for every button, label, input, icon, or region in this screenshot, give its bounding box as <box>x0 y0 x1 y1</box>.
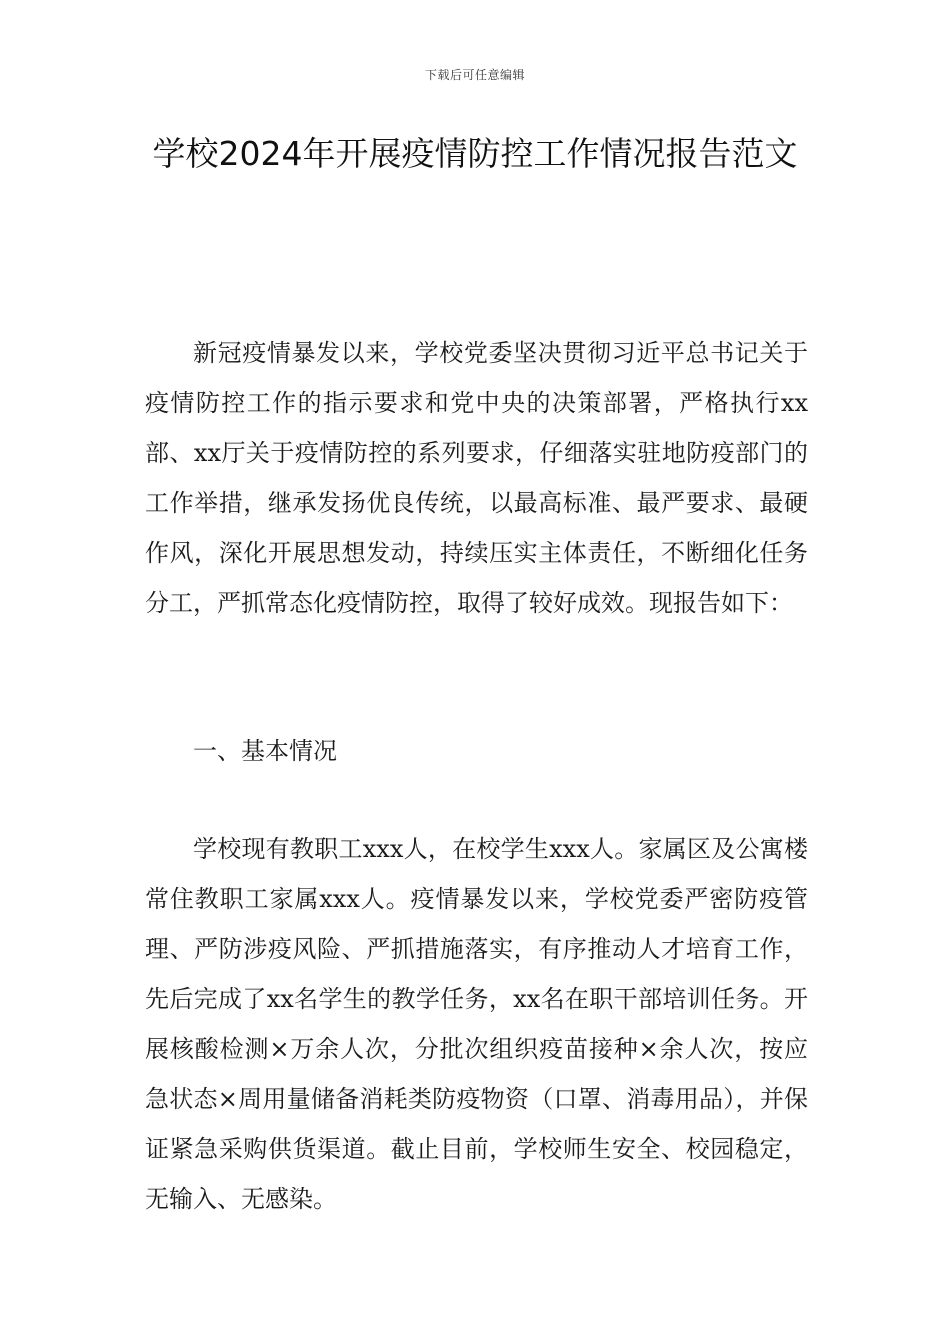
header-note: 下载后可任意编辑 <box>424 68 525 82</box>
intro-paragraph: 新冠疫情暴发以来，学校党委坚决贯彻习近平总书记关于疫情防控工作的指示要求和党中央的决策部署，严格执行xx部、xx厅关于疫情防控的系列要求，仔细落实驻地防疫部门的工作举措，继承发扬优良传统，以最高标准、最严要求、最硬作风，深化开展思想发动，持续压实主体责任，不断细化任务分工，严抓常态化疫情防控，取得了较好成效。现报告如下： <box>145 339 808 617</box>
section-body-paragraph: 学校现有教职工xxx人，在校学生xxx人。家属区及公寓楼常住教职工家属xxx人。疫情暴发以来，学校党委严密防疫管理、严防涉疫风险、严抓措施落实，有序推动人才培育工作，先后完成了xx名学生的教学任务，xx名在职干部培训任务。开展核酸检测×万余人次，分批次组织疫苗接种×余人次，按应急状态×周用量储备消耗类防疫物资（口罩、消毒用品），并保证紧急采购供货渠道。截止目前，学校师生安全、校园稳定，无输入、无感染。 <box>145 835 808 1213</box>
section-heading: 一、基本情况 <box>193 737 337 765</box>
document-title: 学校2024年开展疫情防控工作情况报告范文 <box>152 134 798 173</box>
